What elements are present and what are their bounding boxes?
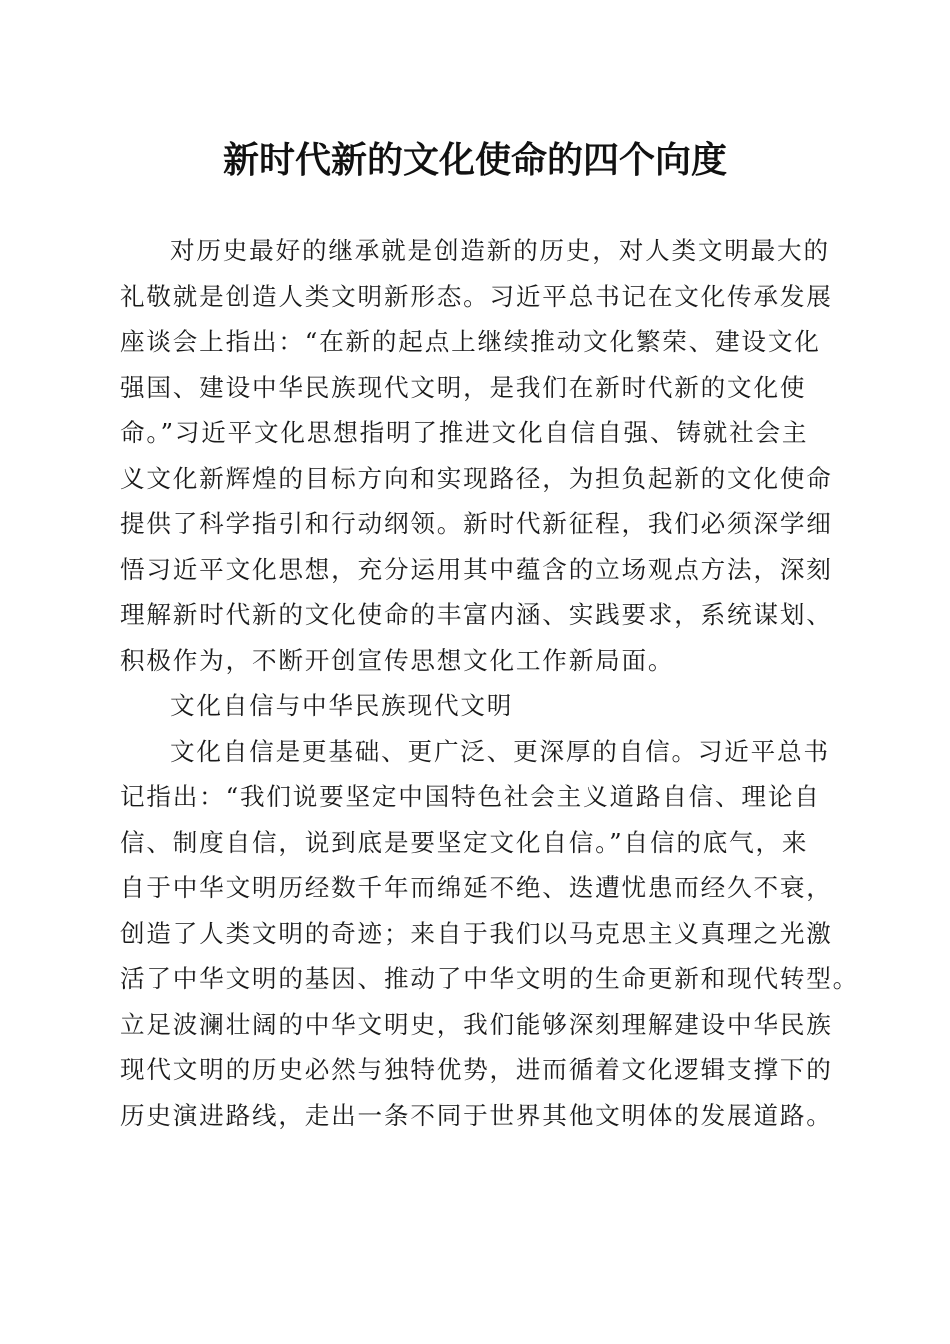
body-line: 悟习近平文化思想，充分运用其中蕴含的立场观点方法，深刻 (120, 554, 833, 584)
body-line: 信、制度自信，说到底是要坚定文化自信。”自信的底气，来 (120, 827, 809, 857)
body-line: 座谈会上指出：“在新的起点上继续推动文化繁荣、建设文化 (120, 327, 821, 356)
section-heading: 文化自信与中华民族现代文明 (170, 691, 514, 720)
body-line: 自于中华文明历经数千年而绵延不绝、迭遭忧患而经久不衰， (120, 873, 833, 902)
body-line: 礼敬就是创造人类文明新形态。习近平总书记在文化传承发展 (120, 281, 833, 311)
body-line: 记指出：“我们说要坚定中国特色社会主义道路自信、理论自 (120, 782, 821, 811)
body-line: 积极作为，不断开创宣传思想文化工作新局面。 (120, 645, 675, 675)
body-line: 创造了人类文明的奇迹；来自于我们以马克思主义真理之光激 (120, 918, 833, 948)
body-line: 命。”习近平文化思想指明了推进文化自信自强、铸就社会主 (120, 418, 809, 447)
body-line: 立足波澜壮阔的中华文明史，我们能够深刻理解建设中华民族 (120, 1009, 833, 1039)
body-line: 对历史最好的继承就是创造新的历史，对人类文明最大的 (170, 236, 830, 265)
body-line: 强国、建设中华民族现代文明，是我们在新时代新的文化使 (120, 372, 807, 402)
document-title: 新时代新的文化使命的四个向度 (222, 139, 727, 181)
body-line: 理解新时代新的文化使命的丰富内涵、实践要求，系统谋划、 (120, 600, 833, 629)
body-line: 活了中华文明的基因、推动了中华文明的生命更新和现代转型。 (120, 964, 860, 993)
body-line: 提供了科学指引和行动纲领。新时代新征程，我们必须深学细 (120, 509, 833, 538)
body-line: 文化自信是更基础、更广泛、更深厚的自信。习近平总书 (170, 736, 830, 766)
body-line: 现代文明的历史必然与独特优势，进而循着文化逻辑支撑下的 (120, 1055, 833, 1084)
body-line: 历史演进路线，走出一条不同于世界其他文明体的发展道路。 (120, 1100, 833, 1130)
document-body (120, 228, 860, 1138)
body-line: 义文化新辉煌的目标方向和实现路径，为担负起新的文化使命 (120, 463, 833, 493)
